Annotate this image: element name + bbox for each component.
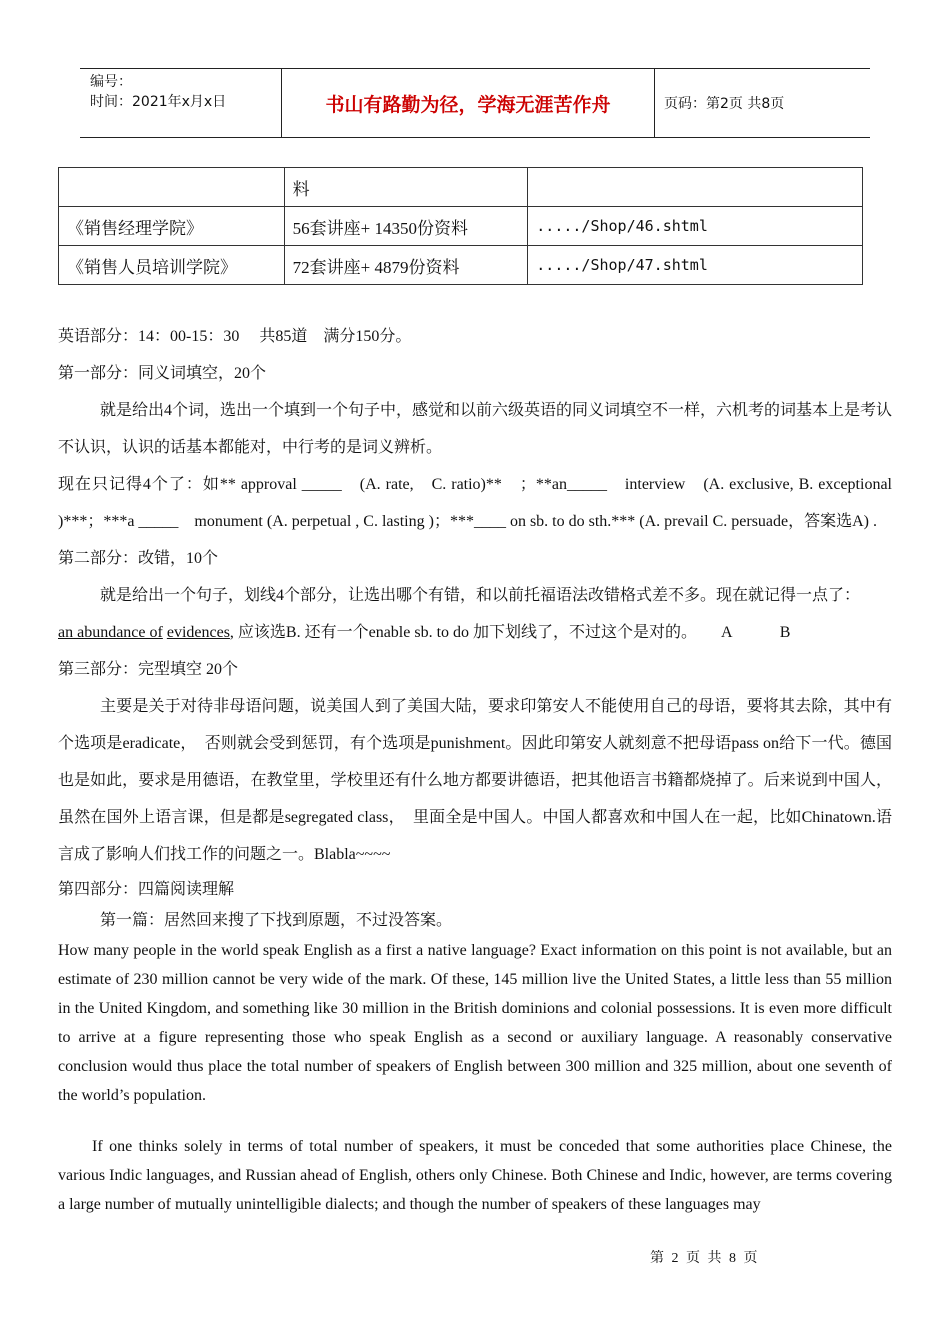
table-cell: 料 xyxy=(284,168,528,207)
document-body xyxy=(58,318,892,1219)
section-heading: 第三部分：完型填空 20个 xyxy=(58,661,239,678)
underlined-phrase: evidences xyxy=(166,624,230,641)
resource-table xyxy=(58,167,863,285)
underlined-phrase: an abundance of xyxy=(58,624,163,641)
table-cell: 56套讲座+ 14350份资料 xyxy=(284,207,528,246)
table-cell: 72套讲座+ 4879份资料 xyxy=(284,246,528,285)
english-paragraph: How many people in the world speak English as a first a native language? Exact information on this point is not available, but an estimate of 230 million cannot be very wide of the mark. Of these, 145 million live the United States, a little less than 55 million in the United Kingdom, and something like 30 million in the British dominions and colonial possessions. It is even more difficult to arrive at a figure representing those who speak English as a second or auxiliary language. A reasonably conservative conclusion would thus place the total number of speakers of English between 300 million and 325 million, about one seventh of the world’s population. xyxy=(58,942,892,1104)
table-cell-link: ...../Shop/46.shtml xyxy=(528,207,863,246)
section-heading: 第四部分：四篇阅读理解 xyxy=(58,881,235,898)
paragraph: 主要是关于对待非母语问题，说美国人到了美国大陆，要求印第安人不能使用自己的母语，要将其去除，其中有个选项是eradicate， 否则就会受到惩罚，有个选项是punishment。因此印第安人就刻意不把母语pass on给下一代。德国也是如此，要求是用德语，在教堂里，学校里还有什么地方都要讲德语，把其他语言书籍都烧掉了。后来说到中国人，虽然在国外上语言课，但是都是segregated class， 里面全是中国人。中国人都喜欢和中国人在一起，比如Chinatown.语言成了影响人们找工作的问题之一。Blabla~~~~ xyxy=(58,698,892,863)
header-page-info: 页码：第2页 共8页 xyxy=(664,96,785,112)
table-cell-link: ...../Shop/47.shtml xyxy=(528,246,863,285)
section-heading: 第二部分：改错，10个 xyxy=(58,550,219,567)
page-header xyxy=(80,68,870,138)
section-heading: 第一部分：同义词填空，20个 xyxy=(58,365,267,382)
header-motto: 书山有路勤为径，学海无涯苦作舟 xyxy=(281,69,655,137)
table-cell xyxy=(528,168,863,207)
exam-info: 英语部分：14：00-15：30 共85道 满分150分。 xyxy=(58,328,412,345)
paragraph xyxy=(58,614,892,651)
paragraph: 就是给出4个词，选出一个填到一个句子中，感觉和以前六级英语的同义词填空不一样，六机考的词基本上是考认不认识，认识的话基本都能对，中行考的是词义辨析。 xyxy=(58,402,893,456)
table-row xyxy=(59,168,863,207)
page-footer: 第 2 页 共 8 页 xyxy=(650,1251,760,1266)
table-cell: 《销售经理学院》 xyxy=(59,207,285,246)
paragraph: 现在只记得4个了：如** approval _____ (A. rate, C. ratio)** ；**an_____ interview (A. exclusive, B. exceptional )***；***a _____ monument (A. perpetual , C. lasting )；***____ on sb. to do sth.*** (A. prevail C. persuade，答案选A) . xyxy=(58,476,892,530)
time-label: 时间：2021年x月x日 xyxy=(90,94,227,110)
paragraph: 第一篇：居然回来搜了下找到原题，不过没答案。 xyxy=(100,912,453,929)
table-row xyxy=(59,207,863,246)
paragraph-text: , 应该选B. 还有一个enable sb. to do 加下划线了，不过这个是对的。 A B xyxy=(229,624,791,641)
code-label: 编号： xyxy=(90,74,132,90)
paragraph-gap xyxy=(58,1110,892,1132)
table-cell: 《销售人员培训学院》 xyxy=(59,246,285,285)
english-paragraph: If one thinks solely in terms of total number of speakers, it must be conceded that some authorities place Chinese, the various Indic languages, and Russian ahead of English, others only Chinese. Both Chinese and Indic, however, are terms covering a large number of mutually unintelligible dialects; and though the number of speakers of these languages may xyxy=(58,1138,892,1213)
header-meta xyxy=(90,72,226,112)
table-row xyxy=(59,246,863,285)
table-cell xyxy=(59,168,285,207)
paragraph: 就是给出一个句子，划线4个部分，让选出哪个有错，和以前托福语法改错格式差不多。现在就记得一点了： xyxy=(100,587,861,604)
